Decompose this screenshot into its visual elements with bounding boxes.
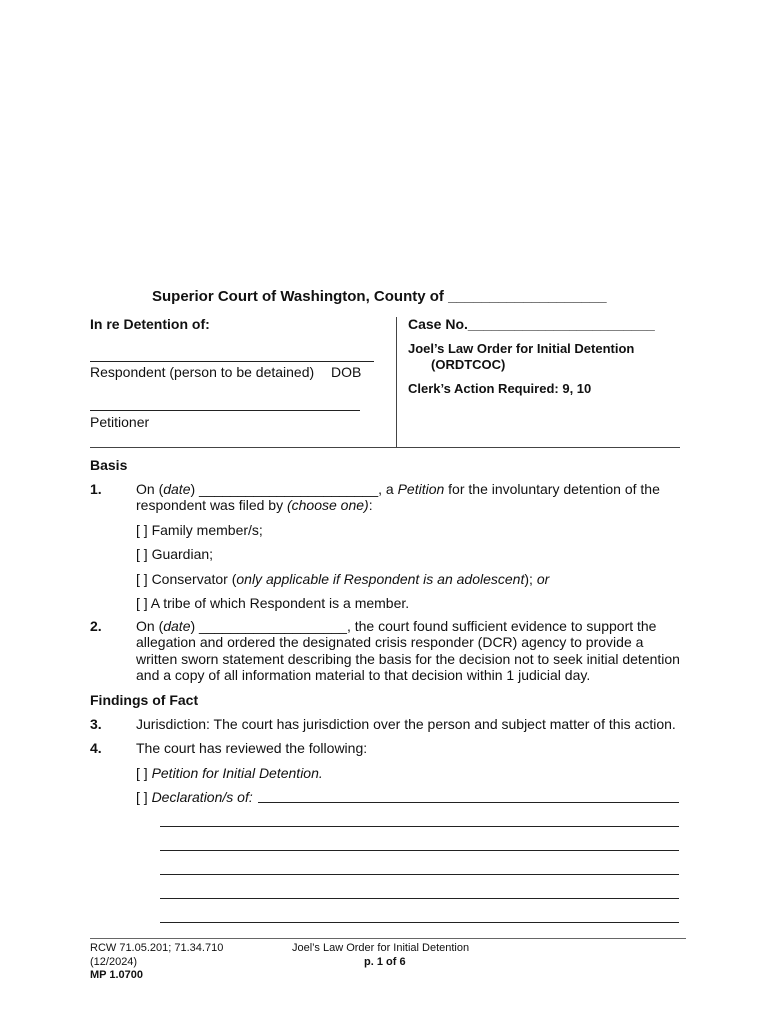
declaration-line[interactable]: [258, 802, 679, 803]
item-1-number: 1.: [90, 481, 102, 497]
item-2-line-4: and a copy of all information material to that decision within 1 judicial day.: [136, 667, 591, 683]
findings-heading: Findings of Fact: [90, 692, 199, 708]
clerk-action: Clerk’s Action Required: 9, 10: [408, 381, 592, 396]
item-3-number: 3.: [90, 716, 102, 732]
footer-page-number: p. 1 of 6: [364, 956, 406, 968]
petitioner-signature-line: [90, 410, 360, 411]
option-declarations: [ ] Declaration/s of:: [136, 789, 253, 805]
item-2-line-3: written sworn statement describing the basis for the decision not to seek initial detention: [136, 651, 680, 667]
footer-rcw: RCW 71.05.201; 71.34.710: [90, 942, 224, 954]
option-family-member: [ ] Family member/s;: [136, 522, 263, 538]
checkbox-icon[interactable]: [ ]: [136, 595, 148, 611]
item-2-line-2: allegation and ordered the designated crisis responder (DCR) agency to provide a: [136, 634, 644, 650]
declaration-line[interactable]: [160, 850, 679, 851]
item-3-text: Jurisdiction: The court has jurisdiction over the person and subject matter of this action.: [136, 716, 676, 732]
option-tribe: [ ] A tribe of which Respondent is a member.: [136, 595, 410, 611]
footer-rule: [90, 938, 686, 939]
respondent-label: Respondent (person to be detained): [90, 364, 315, 380]
checkbox-icon[interactable]: [ ]: [136, 765, 148, 781]
respondent-signature-line: [90, 361, 374, 362]
petitioner-label: Petitioner: [90, 414, 150, 430]
footer-form-number: MP 1.0700: [90, 969, 144, 981]
option-conservator: [ ] Conservator (only applicable if Respondent is an adolescent); or: [136, 571, 550, 587]
item-4-text: The court has reviewed the following:: [136, 740, 368, 756]
footer-date: (12/2024): [90, 956, 138, 968]
dob-label: DOB: [331, 364, 362, 380]
item-4-number: 4.: [90, 740, 102, 756]
in-re-label: In re Detention of:: [90, 316, 210, 332]
checkbox-icon[interactable]: [ ]: [136, 789, 148, 805]
declaration-line[interactable]: [160, 922, 679, 923]
item-2-line-1: On (date) ___________________, the court found sufficient evidence to support the: [136, 618, 657, 634]
declaration-line[interactable]: [160, 826, 679, 827]
option-petition-initial-detention: [ ] Petition for Initial Detention.: [136, 765, 323, 781]
case-number-field: Case No.________________________: [408, 316, 655, 332]
basis-heading: Basis: [90, 457, 128, 473]
item-1-line-1: On (date) _______________________, a Petition for the involuntary detention of the: [136, 481, 660, 497]
checkbox-icon[interactable]: [ ]: [136, 546, 148, 562]
order-title: Joel’s Law Order for Initial Detention: [408, 341, 635, 356]
declaration-line[interactable]: [160, 898, 679, 899]
option-guardian: [ ] Guardian;: [136, 546, 214, 562]
item-1-line-2: respondent was filed by (choose one):: [136, 497, 373, 513]
order-code: (ORDTCOC): [431, 357, 506, 372]
footer-title: Joel’s Law Order for Initial Detention: [292, 942, 470, 954]
checkbox-icon[interactable]: [ ]: [136, 522, 148, 538]
caption-divider: [396, 317, 397, 448]
caption-bottom-rule: [90, 447, 680, 448]
court-title: Superior Court of Washington, County of ___________________: [152, 288, 607, 305]
checkbox-icon[interactable]: [ ]: [136, 571, 148, 587]
item-2-number: 2.: [90, 618, 102, 634]
declaration-line[interactable]: [160, 874, 679, 875]
